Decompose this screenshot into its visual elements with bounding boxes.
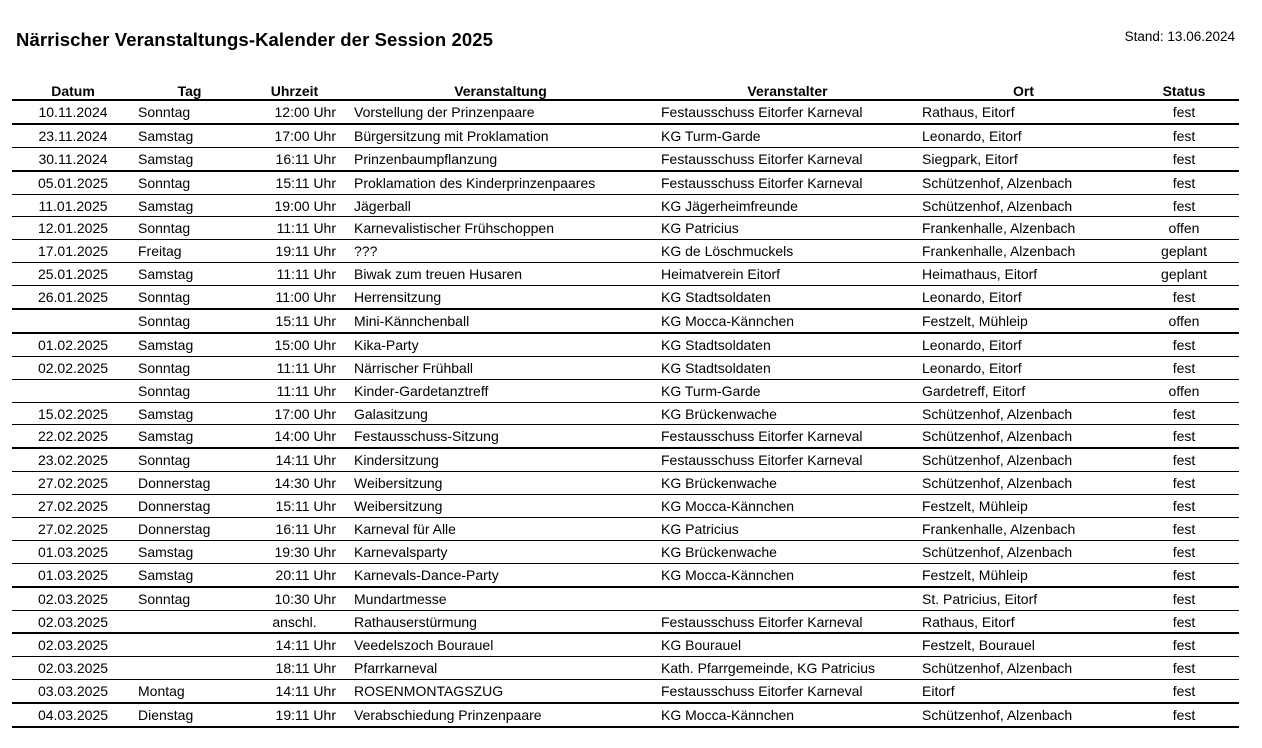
table-row — [12, 286, 1239, 309]
cell-tag: Samstag — [134, 402, 245, 425]
cell-veranstalter: KG Stadtsoldaten — [657, 356, 918, 379]
cell-uhrzeit: 19:11 Uhr — [245, 240, 344, 263]
cell-status: fest — [1129, 703, 1239, 727]
column-header-datum: Datum — [12, 78, 134, 100]
cell-veranstalter: Kath. Pfarrgemeinde, KG Patricius — [657, 657, 918, 680]
cell-veranstaltung: Kika-Party — [344, 333, 657, 356]
cell-status: fest — [1129, 633, 1239, 656]
cell-status: fest — [1129, 171, 1239, 194]
table-row — [12, 100, 1239, 124]
cell-veranstalter: KG Patricius — [657, 518, 918, 541]
cell-uhrzeit: 16:11 Uhr — [245, 147, 344, 170]
cell-tag: Sonntag — [134, 100, 245, 124]
cell-uhrzeit: 15:00 Uhr — [245, 333, 344, 356]
cell-ort: Festzelt, Mühleip — [918, 309, 1129, 333]
cell-datum: 01.03.2025 — [12, 540, 134, 563]
cell-uhrzeit: 16:11 Uhr — [245, 518, 344, 541]
cell-veranstaltung: Kindersitzung — [344, 448, 657, 471]
cell-status: offen — [1129, 217, 1239, 240]
cell-datum: 22.02.2025 — [12, 425, 134, 448]
table-row — [12, 402, 1239, 425]
cell-datum: 27.02.2025 — [12, 495, 134, 518]
cell-uhrzeit: 20:11 Uhr — [245, 563, 344, 586]
table-row — [12, 217, 1239, 240]
cell-veranstaltung: Karnevalistischer Frühschoppen — [344, 217, 657, 240]
cell-ort: Schützenhof, Alzenbach — [918, 540, 1129, 563]
table-row — [12, 333, 1239, 356]
cell-veranstalter: Festausschuss Eitorfer Karneval — [657, 448, 918, 471]
cell-tag: Donnerstag — [134, 472, 245, 495]
cell-veranstaltung: Vorstellung der Prinzenpaare — [344, 100, 657, 124]
cell-tag: Sonntag — [134, 379, 245, 402]
cell-ort: Schützenhof, Alzenbach — [918, 703, 1129, 727]
cell-veranstalter: KG Brückenwache — [657, 472, 918, 495]
cell-uhrzeit: 11:00 Uhr — [245, 286, 344, 309]
cell-veranstaltung: ROSENMONTAGSZUG — [344, 680, 657, 703]
table-row — [12, 379, 1239, 402]
column-header-ort: Ort — [918, 78, 1129, 100]
cell-datum: 12.01.2025 — [12, 217, 134, 240]
cell-status: fest — [1129, 100, 1239, 124]
table-row — [12, 657, 1239, 680]
cell-status: fest — [1129, 402, 1239, 425]
table-row — [12, 518, 1239, 541]
cell-ort: Gardetreff, Eitorf — [918, 379, 1129, 402]
cell-datum: 27.02.2025 — [12, 472, 134, 495]
cell-tag — [134, 633, 245, 656]
cell-datum: 17.01.2025 — [12, 240, 134, 263]
cell-status: geplant — [1129, 240, 1239, 263]
cell-ort: Festzelt, Mühleip — [918, 495, 1129, 518]
cell-uhrzeit: 17:00 Uhr — [245, 124, 344, 147]
cell-status: fest — [1129, 124, 1239, 147]
cell-veranstalter: KG Mocca-Kännchen — [657, 703, 918, 727]
cell-veranstalter: Festausschuss Eitorfer Karneval — [657, 147, 918, 170]
cell-uhrzeit: 11:11 Uhr — [245, 356, 344, 379]
cell-status: fest — [1129, 518, 1239, 541]
cell-datum: 10.11.2024 — [12, 100, 134, 124]
cell-uhrzeit: 14:30 Uhr — [245, 472, 344, 495]
cell-veranstaltung: Galasitzung — [344, 402, 657, 425]
cell-datum — [12, 379, 134, 402]
cell-uhrzeit: 19:11 Uhr — [245, 703, 344, 727]
cell-ort: Rathaus, Eitorf — [918, 100, 1129, 124]
cell-uhrzeit: 10:30 Uhr — [245, 587, 344, 610]
cell-uhrzeit: 11:11 Uhr — [245, 379, 344, 402]
cell-veranstaltung: Bürgersitzung mit Proklamation — [344, 124, 657, 147]
table-row — [12, 309, 1239, 333]
cell-veranstaltung: Festausschuss-Sitzung — [344, 425, 657, 448]
cell-veranstalter: KG Mocca-Kännchen — [657, 495, 918, 518]
cell-status: geplant — [1129, 263, 1239, 286]
cell-status: offen — [1129, 309, 1239, 333]
cell-ort: Frankenhalle, Alzenbach — [918, 518, 1129, 541]
cell-veranstalter: Festausschuss Eitorfer Karneval — [657, 425, 918, 448]
cell-ort: Festzelt, Bourauel — [918, 633, 1129, 656]
cell-veranstaltung: Karnevals-Dance-Party — [344, 563, 657, 586]
cell-veranstaltung: ??? — [344, 240, 657, 263]
cell-tag: Sonntag — [134, 171, 245, 194]
cell-uhrzeit: 14:00 Uhr — [245, 425, 344, 448]
cell-datum: 23.02.2025 — [12, 448, 134, 471]
cell-veranstalter: Festausschuss Eitorfer Karneval — [657, 680, 918, 703]
cell-status: fest — [1129, 495, 1239, 518]
cell-status: fest — [1129, 194, 1239, 217]
cell-ort: Schützenhof, Alzenbach — [918, 402, 1129, 425]
cell-uhrzeit: 14:11 Uhr — [245, 448, 344, 471]
cell-tag: Sonntag — [134, 356, 245, 379]
cell-veranstaltung: Weibersitzung — [344, 495, 657, 518]
table-row — [12, 472, 1239, 495]
cell-status: fest — [1129, 448, 1239, 471]
cell-status: fest — [1129, 356, 1239, 379]
table-row — [12, 563, 1239, 586]
cell-uhrzeit: 19:00 Uhr — [245, 194, 344, 217]
cell-veranstaltung: Pfarrkarneval — [344, 657, 657, 680]
cell-status: fest — [1129, 147, 1239, 170]
cell-veranstalter: Heimatverein Eitorf — [657, 263, 918, 286]
cell-status: fest — [1129, 657, 1239, 680]
cell-uhrzeit: 15:11 Uhr — [245, 309, 344, 333]
cell-veranstalter: KG Stadtsoldaten — [657, 286, 918, 309]
cell-datum: 23.11.2024 — [12, 124, 134, 147]
cell-ort: Leonardo, Eitorf — [918, 356, 1129, 379]
cell-tag: Samstag — [134, 124, 245, 147]
page-title: Närrischer Veranstaltungs-Kalender der Session 2025 — [16, 29, 494, 50]
cell-veranstaltung: Herrensitzung — [344, 286, 657, 309]
cell-status: fest — [1129, 333, 1239, 356]
cell-veranstaltung: Proklamation des Kinderprinzenpaares — [344, 171, 657, 194]
cell-ort: Siegpark, Eitorf — [918, 147, 1129, 170]
cell-datum: 02.03.2025 — [12, 657, 134, 680]
column-header-uhrzeit: Uhrzeit — [245, 78, 344, 100]
cell-datum: 02.03.2025 — [12, 587, 134, 610]
cell-ort: Schützenhof, Alzenbach — [918, 448, 1129, 471]
table-row — [12, 703, 1239, 727]
cell-datum: 27.02.2025 — [12, 518, 134, 541]
cell-veranstaltung: Jägerball — [344, 194, 657, 217]
cell-status: fest — [1129, 472, 1239, 495]
cell-uhrzeit: 19:30 Uhr — [245, 540, 344, 563]
cell-tag: Donnerstag — [134, 518, 245, 541]
table-row — [12, 263, 1239, 286]
cell-veranstalter: Festausschuss Eitorfer Karneval — [657, 171, 918, 194]
table-row — [12, 540, 1239, 563]
cell-uhrzeit: 14:11 Uhr — [245, 680, 344, 703]
cell-veranstaltung: Karneval für Alle — [344, 518, 657, 541]
cell-ort: Schützenhof, Alzenbach — [918, 171, 1129, 194]
cell-tag: Samstag — [134, 425, 245, 448]
cell-status: fest — [1129, 563, 1239, 586]
cell-uhrzeit: 15:11 Uhr — [245, 171, 344, 194]
cell-uhrzeit: 14:11 Uhr — [245, 633, 344, 656]
cell-ort: Heimathaus, Eitorf — [918, 263, 1129, 286]
cell-status: fest — [1129, 425, 1239, 448]
cell-tag: Donnerstag — [134, 495, 245, 518]
cell-ort: Leonardo, Eitorf — [918, 286, 1129, 309]
cell-veranstaltung: Verabschiedung Prinzenpaare — [344, 703, 657, 727]
cell-veranstalter: KG Brückenwache — [657, 402, 918, 425]
cell-uhrzeit: 11:11 Uhr — [245, 263, 344, 286]
cell-tag: Samstag — [134, 194, 245, 217]
cell-ort: Leonardo, Eitorf — [918, 124, 1129, 147]
cell-veranstalter: KG Brückenwache — [657, 540, 918, 563]
cell-veranstalter: KG Bourauel — [657, 633, 918, 656]
cell-datum: 03.03.2025 — [12, 680, 134, 703]
cell-tag: Samstag — [134, 147, 245, 170]
cell-ort: St. Patricius, Eitorf — [918, 587, 1129, 610]
cell-ort: Schützenhof, Alzenbach — [918, 657, 1129, 680]
cell-tag: Samstag — [134, 333, 245, 356]
cell-uhrzeit: 17:00 Uhr — [245, 402, 344, 425]
status-date: Stand: 13.06.2024 — [1124, 29, 1235, 44]
cell-tag: Sonntag — [134, 217, 245, 240]
cell-datum: 30.11.2024 — [12, 147, 134, 170]
cell-veranstaltung: Biwak zum treuen Husaren — [344, 263, 657, 286]
cell-tag: Samstag — [134, 540, 245, 563]
table-row — [12, 171, 1239, 194]
cell-veranstaltung: Rathauserstürmung — [344, 610, 657, 633]
table-row — [12, 610, 1239, 633]
cell-status: fest — [1129, 587, 1239, 610]
cell-veranstalter — [657, 587, 918, 610]
table-row — [12, 147, 1239, 170]
cell-veranstaltung: Mini-Kännchenball — [344, 309, 657, 333]
cell-veranstaltung: Veedelszoch Bourauel — [344, 633, 657, 656]
cell-tag: Freitag — [134, 240, 245, 263]
cell-datum — [12, 309, 134, 333]
event-calendar-table — [12, 78, 1239, 728]
cell-datum: 04.03.2025 — [12, 703, 134, 727]
cell-veranstalter: KG Mocca-Kännchen — [657, 309, 918, 333]
table-row — [12, 448, 1239, 471]
cell-veranstaltung: Weibersitzung — [344, 472, 657, 495]
column-header-veranstalter: Veranstalter — [657, 78, 918, 100]
cell-uhrzeit: 11:11 Uhr — [245, 217, 344, 240]
cell-uhrzeit: 18:11 Uhr — [245, 657, 344, 680]
cell-tag: Montag — [134, 680, 245, 703]
column-header-tag: Tag — [134, 78, 245, 100]
table-row — [12, 194, 1239, 217]
cell-veranstalter: KG Turm-Garde — [657, 379, 918, 402]
table-row — [12, 587, 1239, 610]
cell-status: fest — [1129, 540, 1239, 563]
cell-veranstalter: Festausschuss Eitorfer Karneval — [657, 610, 918, 633]
cell-veranstalter: KG Turm-Garde — [657, 124, 918, 147]
cell-tag — [134, 657, 245, 680]
cell-veranstalter: Festausschuss Eitorfer Karneval — [657, 100, 918, 124]
table-row — [12, 240, 1239, 263]
cell-veranstaltung: Karnevalsparty — [344, 540, 657, 563]
cell-ort: Eitorf — [918, 680, 1129, 703]
cell-datum: 15.02.2025 — [12, 402, 134, 425]
cell-datum: 02.03.2025 — [12, 633, 134, 656]
cell-veranstaltung: Närrischer Frühball — [344, 356, 657, 379]
cell-tag: Dienstag — [134, 703, 245, 727]
cell-status: fest — [1129, 610, 1239, 633]
cell-tag: Sonntag — [134, 309, 245, 333]
cell-veranstaltung: Prinzenbaumpflanzung — [344, 147, 657, 170]
table-row — [12, 495, 1239, 518]
cell-status: fest — [1129, 286, 1239, 309]
cell-datum: 26.01.2025 — [12, 286, 134, 309]
cell-veranstalter: KG de Löschmuckels — [657, 240, 918, 263]
cell-datum: 02.02.2025 — [12, 356, 134, 379]
cell-ort: Schützenhof, Alzenbach — [918, 194, 1129, 217]
table-row — [12, 356, 1239, 379]
cell-ort: Festzelt, Mühleip — [918, 563, 1129, 586]
cell-uhrzeit: anschl. — [245, 610, 344, 633]
cell-tag: Samstag — [134, 563, 245, 586]
cell-veranstaltung: Mundartmesse — [344, 587, 657, 610]
cell-veranstalter: KG Mocca-Kännchen — [657, 563, 918, 586]
cell-veranstaltung: Kinder-Gardetanztreff — [344, 379, 657, 402]
cell-ort: Schützenhof, Alzenbach — [918, 425, 1129, 448]
cell-ort: Frankenhalle, Alzenbach — [918, 240, 1129, 263]
cell-status: fest — [1129, 680, 1239, 703]
cell-datum: 11.01.2025 — [12, 194, 134, 217]
cell-veranstalter: KG Jägerheimfreunde — [657, 194, 918, 217]
cell-uhrzeit: 12:00 Uhr — [245, 100, 344, 124]
cell-tag: Sonntag — [134, 286, 245, 309]
cell-ort: Rathaus, Eitorf — [918, 610, 1129, 633]
table-row — [12, 633, 1239, 656]
cell-tag: Sonntag — [134, 587, 245, 610]
table-row — [12, 425, 1239, 448]
column-header-veranstaltung: Veranstaltung — [344, 78, 657, 100]
cell-datum: 05.01.2025 — [12, 171, 134, 194]
cell-status: offen — [1129, 379, 1239, 402]
cell-tag — [134, 610, 245, 633]
table-row — [12, 680, 1239, 703]
cell-ort: Schützenhof, Alzenbach — [918, 472, 1129, 495]
cell-ort: Leonardo, Eitorf — [918, 333, 1129, 356]
table-row — [12, 124, 1239, 147]
column-header-status: Status — [1129, 78, 1239, 100]
table-header-row — [12, 78, 1239, 100]
cell-veranstalter: KG Patricius — [657, 217, 918, 240]
cell-datum: 01.02.2025 — [12, 333, 134, 356]
cell-veranstalter: KG Stadtsoldaten — [657, 333, 918, 356]
cell-tag: Samstag — [134, 263, 245, 286]
cell-tag: Sonntag — [134, 448, 245, 471]
cell-datum: 01.03.2025 — [12, 563, 134, 586]
cell-ort: Frankenhalle, Alzenbach — [918, 217, 1129, 240]
cell-datum: 02.03.2025 — [12, 610, 134, 633]
cell-datum: 25.01.2025 — [12, 263, 134, 286]
cell-uhrzeit: 15:11 Uhr — [245, 495, 344, 518]
